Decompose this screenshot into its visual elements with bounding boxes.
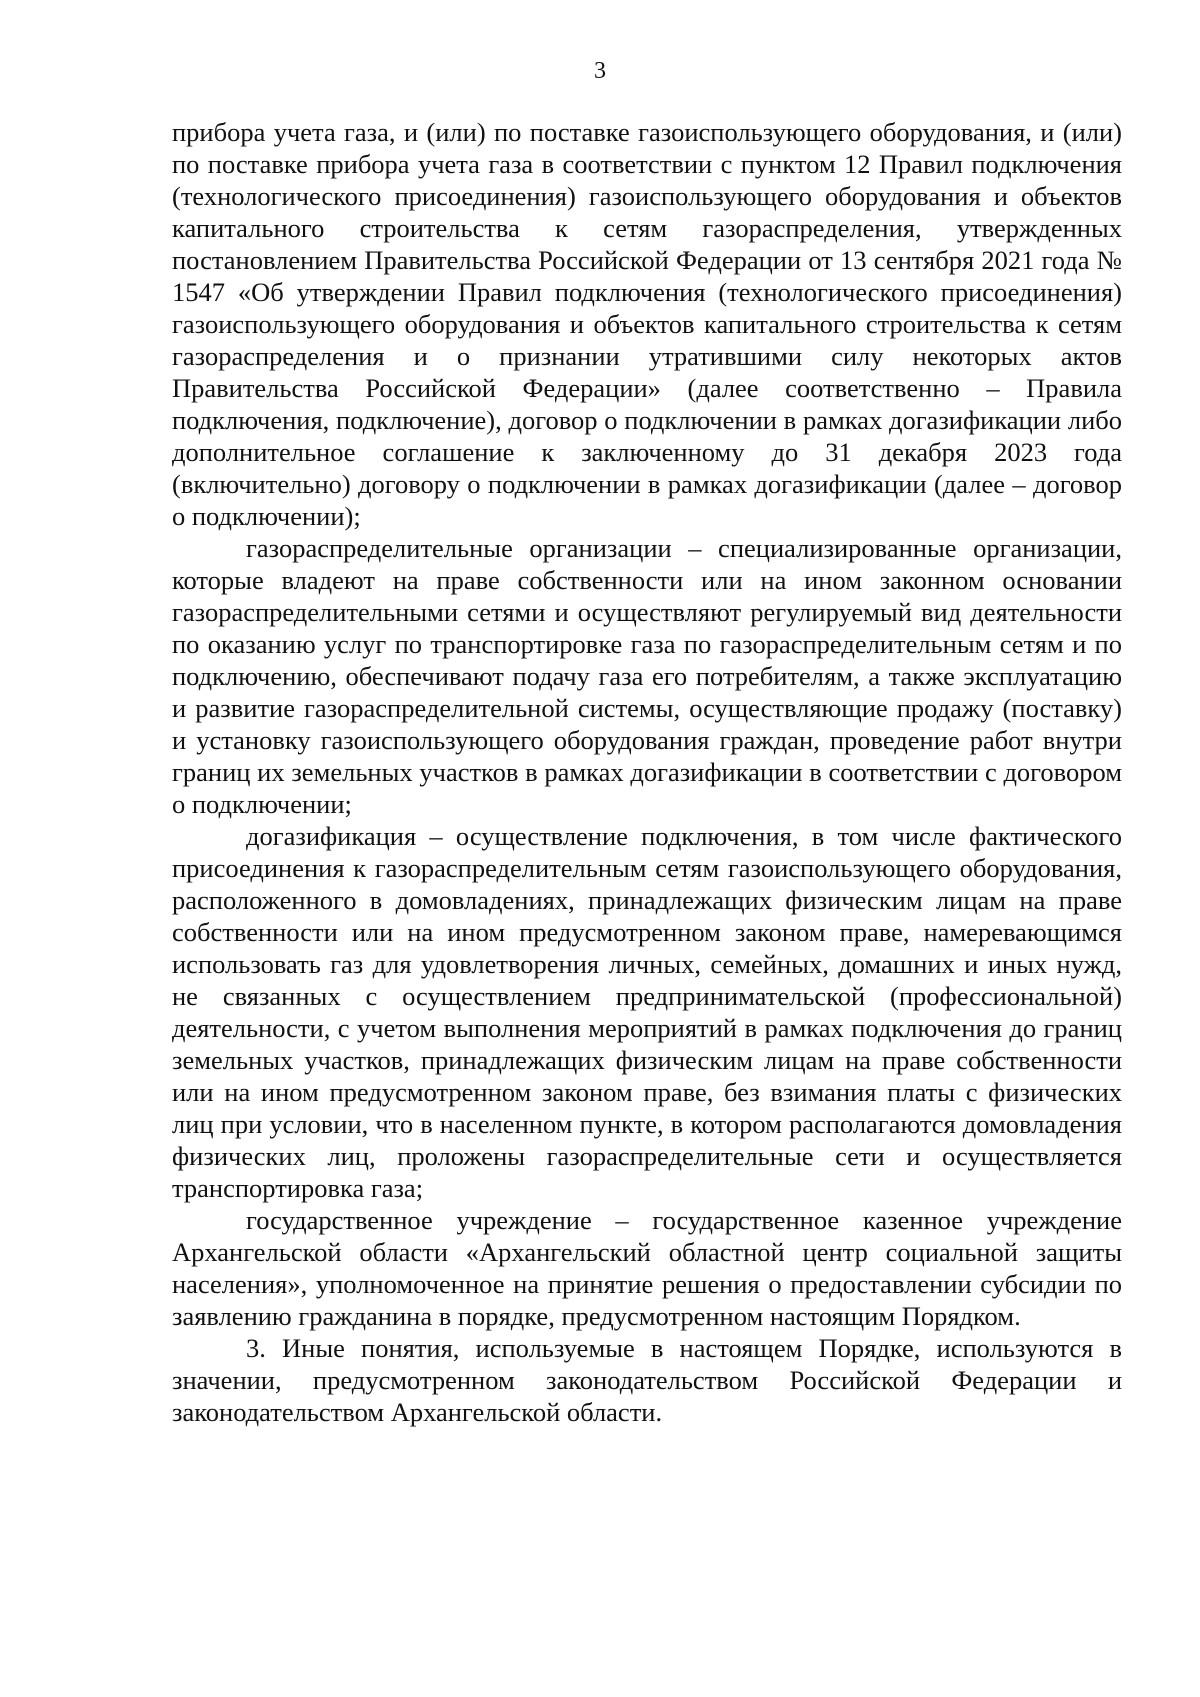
paragraph-definition-state-institution: государственное учреждение – государственное казенное учреждение Архангельской области «Архангельский областной центр социальной защиты населения», уполномоченное на принятие решения о предоставлении субсидии по заявлению гражданина в порядке, предусмотренном настоящим Порядком. xyxy=(172,1205,1122,1331)
paragraph-continuation: прибора учета газа, и (или) по поставке газоиспользующего оборудования, и (или) по поставке прибора учета газа в соответствии с пунктом 12 Правил подключения (технологического присоединения) газоиспользующего оборудования и объектов капитального строительства к сетям газораспределения, утвержденных постановлением Правительства Российской Федерации от 13 сентября 2021 года № 1547 «Об утверждении Правил подключения (технологического присоединения) газоиспользующего оборудования и объектов капитального строительства к сетям газораспределения и о признании утратившими силу некоторых актов Правительства Российской Федерации» (далее соответственно – Правила подключения, подключение), договор о подключении в рамках догазификации либо дополнительное соглашение к заключенному до 31 декабря 2023 года (включительно) договору о подключении в рамках догазификации (далее – договор о подключении); xyxy=(172,117,1122,531)
paragraph-definition-additional-gasification: догазификация – осуществление подключения, в том числе фактического присоединения к газораспределительным сетям газоиспользующего оборудования, расположенного в домовладениях, принадлежащих физическим лицам на праве собственности или на ином предусмотренном законом праве, намеревающимся использовать газ для удовлетворения личных, семейных, домашних и иных нужд, не связанных с осуществлением предпринимательской (профессиональной) деятельности, с учетом выполнения мероприятий в рамках подключения до границ земельных участков, принадлежащих физическим лицам на праве собственности или на ином предусмотренном законом праве, без взимания платы с физических лиц при условии, что в населенном пункте, в котором располагаются домовладения физических лиц, проложены газораспределительные сети и осуществляется транспортировка газа; xyxy=(172,821,1122,1203)
paragraph-definition-gas-distribution-organizations: газораспределительные организации – специализированные организации, которые владеют на праве собственности или на ином законном основании газораспределительными сетями и осуществляют регулируемый вид деятельности по оказанию услуг по транспортировке газа по газораспределительным сетям и по подключению, обеспечивают подачу газа его потребителям, а также эксплуатацию и развитие газораспределительной системы, осуществляющие продажу (поставку) и установку газоиспользующего оборудования граждан, проведение работ внутри границ их земельных участков в рамках догазификации в соответствии с договором о подключении; xyxy=(172,533,1122,819)
paragraph-item-3: 3. Иные понятия, используемые в настоящем Порядке, используются в значении, предусмотренном законодательством Российской Федерации и законодательством Архангельской области. xyxy=(172,1333,1122,1427)
document-body xyxy=(172,116,1122,1428)
page-number: 3 xyxy=(594,58,606,84)
